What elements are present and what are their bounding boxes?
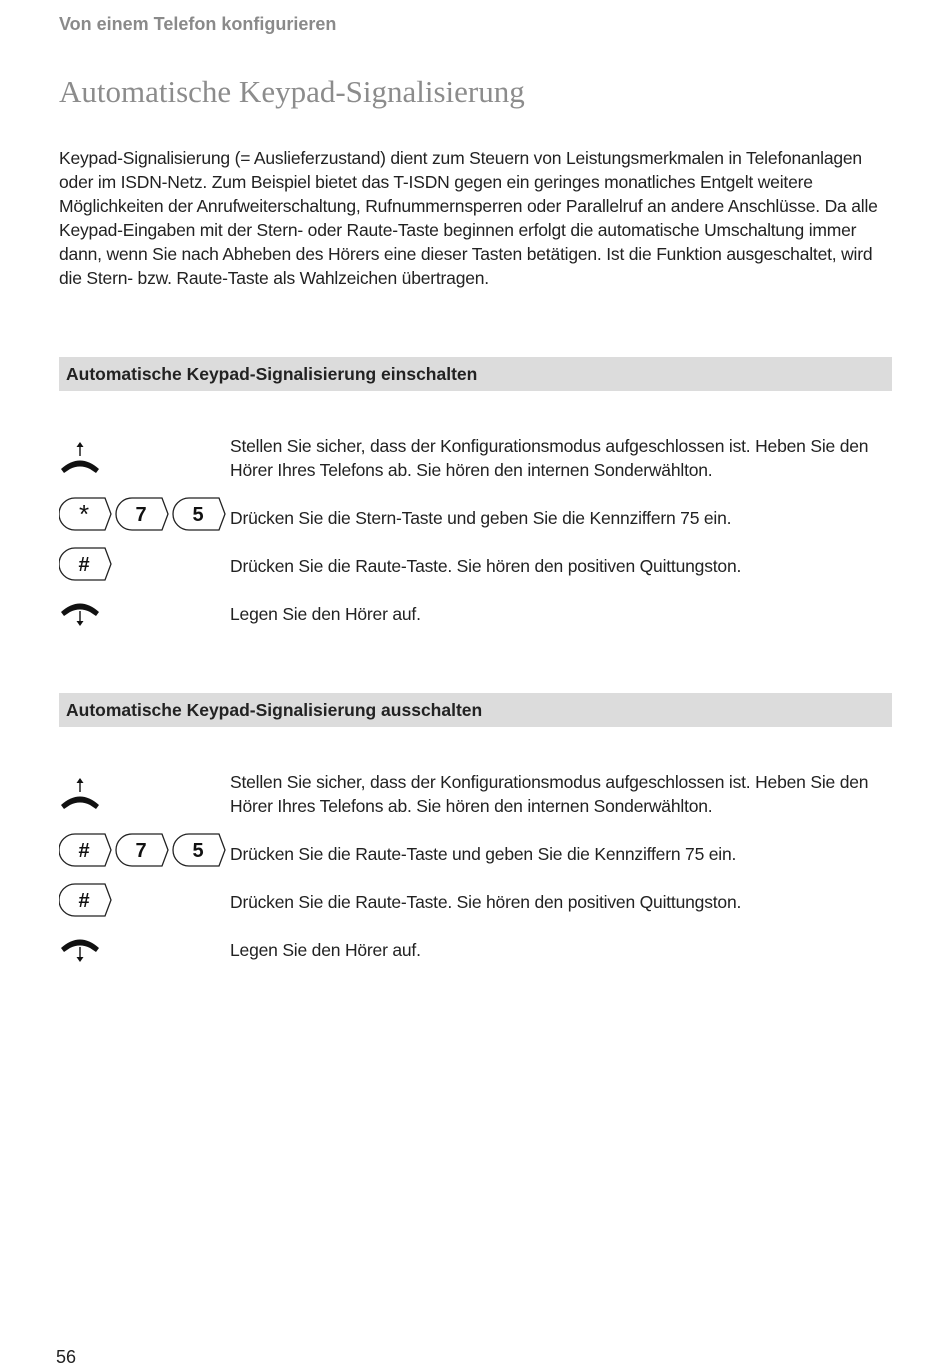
step-text: Drücken Sie die Stern-Taste und geben Sie die Kennziffern 75 ein. <box>230 508 732 528</box>
handset-lift-icon <box>59 442 103 482</box>
page-number: 56 <box>56 1347 77 1367</box>
star-key-icon: * <box>78 499 90 529</box>
hash-key-icon: # <box>78 554 90 576</box>
step-text: Drücken Sie die Raute-Taste. Sie hören den positiven Quittungston. <box>230 892 742 912</box>
handset-hangup-icon <box>59 600 103 640</box>
key-sequence-hash-7-5 <box>59 832 229 872</box>
key-sequence-star-7-5 <box>59 496 229 536</box>
handset-hangup-icon <box>59 936 103 976</box>
key-sequence-hash <box>59 882 115 922</box>
section-heading-einschalten: Automatische Keypad-Signalisierung einschalten <box>59 357 892 391</box>
key-5-icon: 5 <box>192 840 204 862</box>
key-7-icon: 7 <box>135 840 147 862</box>
step-text: Drücken Sie die Raute-Taste. Sie hören den positiven Quittungston. <box>230 556 742 576</box>
key-sequence-hash <box>59 546 115 586</box>
key-5-icon: 5 <box>192 504 204 526</box>
step-text: Stellen Sie sicher, dass der Konfigurationsmodus aufgeschlossen ist. Heben Sie den Hörer Ihres Telefons ab. Sie hören den internen Sonderwählton. <box>230 772 869 816</box>
step-text: Drücken Sie die Raute-Taste und geben Sie die Kennziffern 75 ein. <box>230 844 737 864</box>
running-head: Von einem Telefon konfigurieren <box>59 14 337 34</box>
hash-key-icon: # <box>78 840 90 862</box>
intro-paragraph: Keypad-Signalisierung (= Auslieferzustand) dient zum Steuern von Leistungsmerkmalen in Telefonanlagen oder im ISDN-Netz. Zum Beispiel bietet das T-ISDN gegen ein geringes monatliches Entgelt weitere Möglichkeiten der Anrufweiterschaltung, Rufnummernsperren oder Parallelruf an andere Anschlüsse. Da alle Keypad-Eingaben mit der Stern- oder Raute-Taste beginnen erfolgt die automatische Umschaltung immer dann, wenn Sie nach Abheben des Hörers eine dieser Tasten betätigen. Ist die Funktion ausgeschaltet, wird die Stern- bzw. Raute-Taste als Wahlzeichen übertragen. <box>59 148 878 288</box>
key-7-icon: 7 <box>135 504 147 526</box>
hash-key-icon: # <box>78 890 90 912</box>
step-text: Stellen Sie sicher, dass der Konfigurationsmodus aufgeschlossen ist. Heben Sie den Hörer Ihres Telefons ab. Sie hören den internen Sonderwählton. <box>230 436 869 480</box>
step-text: Legen Sie den Hörer auf. <box>230 940 421 960</box>
step-text: Legen Sie den Hörer auf. <box>230 604 421 624</box>
page-title: Automatische Keypad-Signalisierung <box>59 74 525 109</box>
section-heading-ausschalten: Automatische Keypad-Signalisierung ausschalten <box>59 693 892 727</box>
handset-lift-icon <box>59 778 103 818</box>
